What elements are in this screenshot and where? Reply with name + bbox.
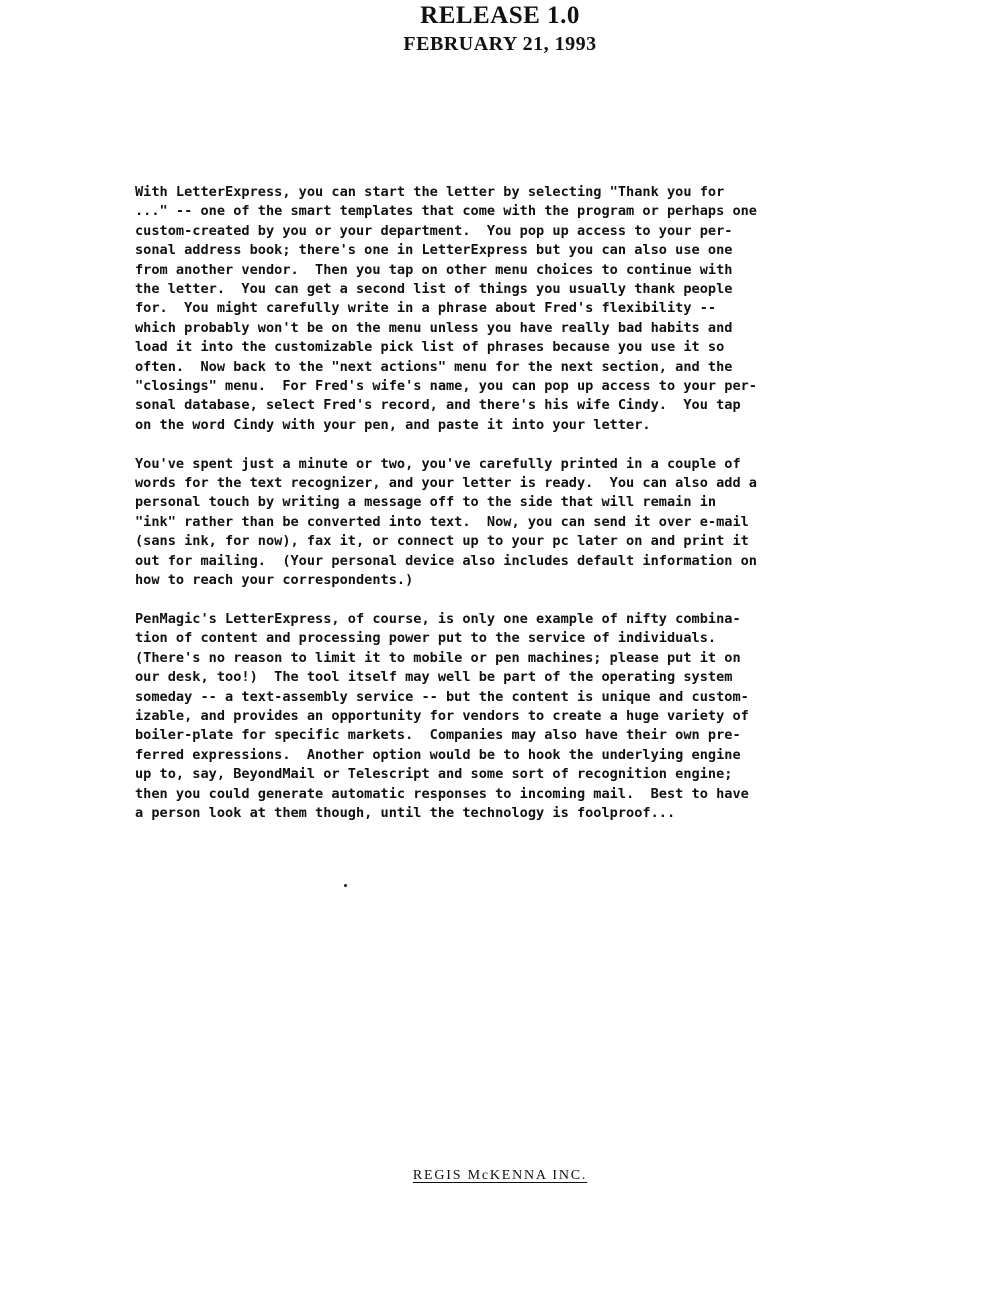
- text-line: for. You might carefully write in a phrase about Fred's flexibility --: [135, 300, 717, 317]
- company-name: REGIS McKENNA INC.: [412, 1168, 588, 1183]
- text-line: someday -- a text-assembly service -- but the content is unique and custom-: [135, 688, 749, 705]
- text-line: sonal address book; there's one in LetterExpress but you can also use one: [135, 242, 733, 259]
- release-title: RELEASE 1.0: [420, 2, 580, 29]
- text-line: custom-created by you or your department. You pop up access to your per-: [135, 222, 733, 239]
- paragraph: [135, 183, 915, 435]
- document-header: [0, 2, 1000, 58]
- text-line: "closings" menu. For Fred's wife's name, you can pop up access to your per-: [135, 378, 757, 395]
- text-line: on the word Cindy with your pen, and paste it into your letter.: [135, 416, 651, 433]
- text-line: ferred expressions. Another option would be to hook the underlying engine: [135, 746, 741, 763]
- text-line: (There's no reason to limit it to mobile or pen machines; please put it on: [135, 649, 741, 666]
- text-line: load it into the customizable pick list of phrases because you use it so: [135, 339, 725, 356]
- text-line: tion of content and processing power put to the service of individuals.: [135, 630, 717, 647]
- text-line: which probably won't be on the menu unless you have really bad habits and: [135, 319, 733, 336]
- text-line: izable, and provides an opportunity for vendors to create a huge variety of: [135, 707, 749, 724]
- text-line: (sans ink, for now), fax it, or connect up to your pc later on and print it: [135, 533, 749, 550]
- text-line: the letter. You can get a second list of things you usually thank people: [135, 281, 733, 298]
- text-line: up to, say, BeyondMail or Telescript and some sort of recognition engine;: [135, 766, 733, 783]
- issue-date: FEBRUARY 21, 1993: [403, 33, 597, 55]
- text-line: boiler-plate for specific markets. Companies may also have their own pre-: [135, 727, 741, 744]
- text-line: out for mailing. (Your personal device also includes default information on: [135, 552, 757, 569]
- page-footer: [0, 1168, 1000, 1184]
- text-line: our desk, too!) The tool itself may well be part of the operating system: [135, 669, 733, 686]
- text-line: With LetterExpress, you can start the letter by selecting "Thank you for: [135, 184, 725, 200]
- text-line: "ink" rather than be converted into text. Now, you can send it over e-mail: [135, 513, 749, 530]
- text-line: words for the text recognizer, and your letter is ready. You can also add a: [135, 475, 757, 492]
- article-body: [135, 183, 915, 843]
- text-line: sonal database, select Fred's record, and there's his wife Cindy. You tap: [135, 397, 741, 414]
- paragraph: [135, 610, 915, 823]
- text-line: ..." -- one of the smart templates that come with the program or perhaps one: [135, 203, 757, 220]
- text-line: then you could generate automatic responses to incoming mail. Best to have: [135, 785, 749, 802]
- text-line: PenMagic's LetterExpress, of course, is only one example of nifty combina-: [135, 610, 741, 627]
- text-line: how to reach your correspondents.): [135, 572, 414, 589]
- scan-speck: [344, 884, 347, 887]
- paragraph: [135, 455, 915, 591]
- text-line: from another vendor. Then you tap on other menu choices to continue with: [135, 261, 733, 278]
- text-line: a person look at them though, until the technology is foolproof...: [135, 804, 676, 821]
- text-line: You've spent just a minute or two, you've carefully printed in a couple of: [135, 455, 741, 472]
- text-line: personal touch by writing a message off to the side that will remain in: [135, 494, 717, 511]
- text-line: often. Now back to the "next actions" menu for the next section, and the: [135, 358, 733, 375]
